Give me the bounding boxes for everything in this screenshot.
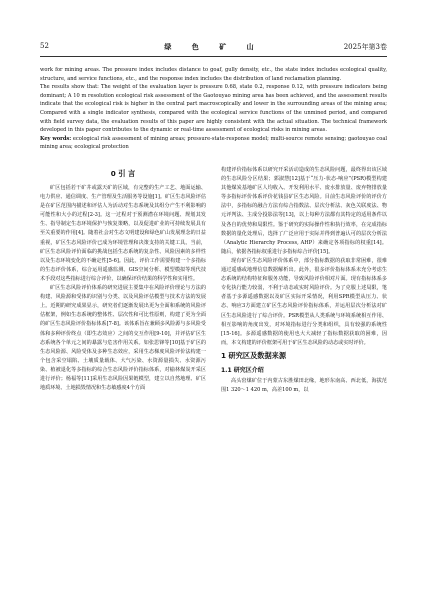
page-number: 52 [40, 42, 49, 50]
body-paragraph: 矿区生态风险评价体系的研究进展主要集中在风险评价理论与方法的构建、风险源和受体的识别与分类、以及风险评估模型与技术方法的发展上。近期的研究成果显示，研究者们逐渐发展出更为全面和系统的风险评估框架，例如生态系统的整体性、层次性和可比性原则，构建了更为全面的矿区生态风险评价指标体系[7-8]。该体系旨在兼顾多风险源与多风险受体和多种评价终点（即生态效应）之间的交互作用[9-10]，并评估矿区生态系统各个单元之间的暴露与危害作用关系。如张思锋等[10]基于矿区的生态风险源、风险受体及多种生态效应，采用生态梯度风险评价法构建一个包含采空塌陷、土壤质量载体、大气污染、水资源量损失、水资源污染、植被退化等多指标的综合生态风险评价指标体系，对榆林煤炭开采区进行评价；杨福等[11]采用生态风险因果链模型，建立以自然地理、矿区地质环境、土地损毁情况和生态敏感度4个方面 [40, 285, 206, 392]
keywords [40, 135, 387, 152]
page-header [40, 42, 387, 54]
keywords-text: ecological risk assessment of mining areas; pressure-state-response model; multi-source remote sensing; gaotouyao coal mining area; ecological protection [40, 135, 387, 151]
section-heading-study-area: 1 研究区及数据来源 [221, 350, 287, 360]
abstract-paragraph: The results show that: The weight of the evaluation layer is pressure 0.68, state 0.2, response 0.12, with pressure indicators being dominant; A 10 m resolution ecological risk assessment of the Gaotouyao mining area has been achieved, and the assessment results indicate that the ecological risk is higher in the central part macroscopically and lower in the surrounding areas of the mining area; Compared with a single indicator synthesis, compared with the ecological service functions of the unmined period, and compared with field survey data, the evaluation results of this paper are highly consistent with the actual situation. The technical framework developed in this paper contributes to the dynamic or real-time assessment of ecological risks in mining areas. [40, 84, 387, 134]
right-column [221, 166, 387, 395]
keywords-label: Key words: [40, 135, 72, 142]
section-heading-introduction: 0 引 言 [110, 169, 136, 178]
header-rule [40, 56, 387, 57]
abstract-paragraph: work for mining areas. The pressure index includes distance to goaf, gully density, etc., the state index includes ecological quality, structure, and service functions, etc., and the response index includes the distribution of land reclamation planning. [40, 67, 387, 82]
body-paragraph: 矿区包括若干矿井或露天矿的区域，有完整的生产工艺、地面运输、电力供应、通信调度、生产管理及生活服务等设施[1]。矿区生态风险评估是在矿区范围内描述和评估人为活动对生态系统及其组分产生不利影响的可能性和大小的过程[2-3]。这一过程对于预测潜在环境问题、规划其发生、指导制定生态环境保护与恢复策略，以及促进矿业的可持续发展具有至关重要的作用[4]。随着社会对生态文明建设和绿色矿山发展理念的日益重视，矿区生态风险评价已成为环境管理和决策支持的关键工具。当前，矿区生态风险评价面临的挑战包括生态系统的复杂性、风险因素的多样性以及生态环境变化的不确定性[5-6]。因此，评价工作需要构建一个多指标的生态评价体系，综合运用遥感监测、GIS空间分析、模型模拟等现代技术手段对这些指标进行综合评价，以确保评价结果的科学性和实用性。 [40, 185, 206, 282]
body-paragraph: 现有矿区生态风险评价体系中，部分指标数据的获取非常困难，很难通过遥感或地理信息数据解析出。此外，很多评价指标体系未充分考虑生态系统的结构特征和服务功能，导致风险评价相对片面。现有指标体系多专化执行能力较弱，不利于动态或实时风险评价。为了克服上述局限，笔者基于多源遥感数据以及矿区实际开采情况，利用SPR模型从压力、状态、响应3方面建立矿区生态风险评价指标体系，并运用层次分析法对矿区生态风险进行了综合评价。PSR模型从人类系统与环境系统相互作用、相互影响的角度出发，对环境指标进行分类和组织，具有较强的系统性[15-16]。多源遥感数据的使用也大大减轻了指标数据获取的困难，因而，本文构建的评价框架可用于矿区生态风险的动态或实时评价。 [221, 257, 387, 346]
body-paragraph: 构建评价指标体系以研究开采活动造成的生态风险问题，最终得出该区域的生态风险分区结果；郭淑慧[12]基于“压力-状态-响应”(PSR)模型构建其他煤炭基地矿区人均收入、开发利用水平、废水排放量、废弃物排放量等多指标评价体系评价花钱县矿区生态风险。目前生态风险评价的评价方法中，多指标的融合方法有综合指数法、层次分析法、灰色关联度法、物元评判法、主成分投影法等[13]，以上每种方法都有其特定的适用条件以及各自的优势和局限性。鉴于研究的实际操作性和执行效率，在完成指标数据的量化处理后，选择了广泛应用于实际并得到普遍认可的层次分析法（Analytic Hierarchy Process, AHP）来确定各项指标的权重[14]。随后，依据各指标权重进行多指标综合评价[15]。 [221, 167, 387, 255]
english-abstract [40, 66, 387, 152]
issue-label: 2025年第3卷 [343, 43, 387, 51]
subsection-heading: 1.1 研究区介绍 [221, 366, 264, 374]
journal-title: 绿 色 矿 山 [164, 42, 263, 51]
left-column [40, 166, 206, 393]
body-paragraph: 高头窑煤矿位于内蒙古东胜煤田北缘，地形东南高、西北低，海拔范围1 320～1 420 m，高差100 m，以 [221, 377, 387, 393]
